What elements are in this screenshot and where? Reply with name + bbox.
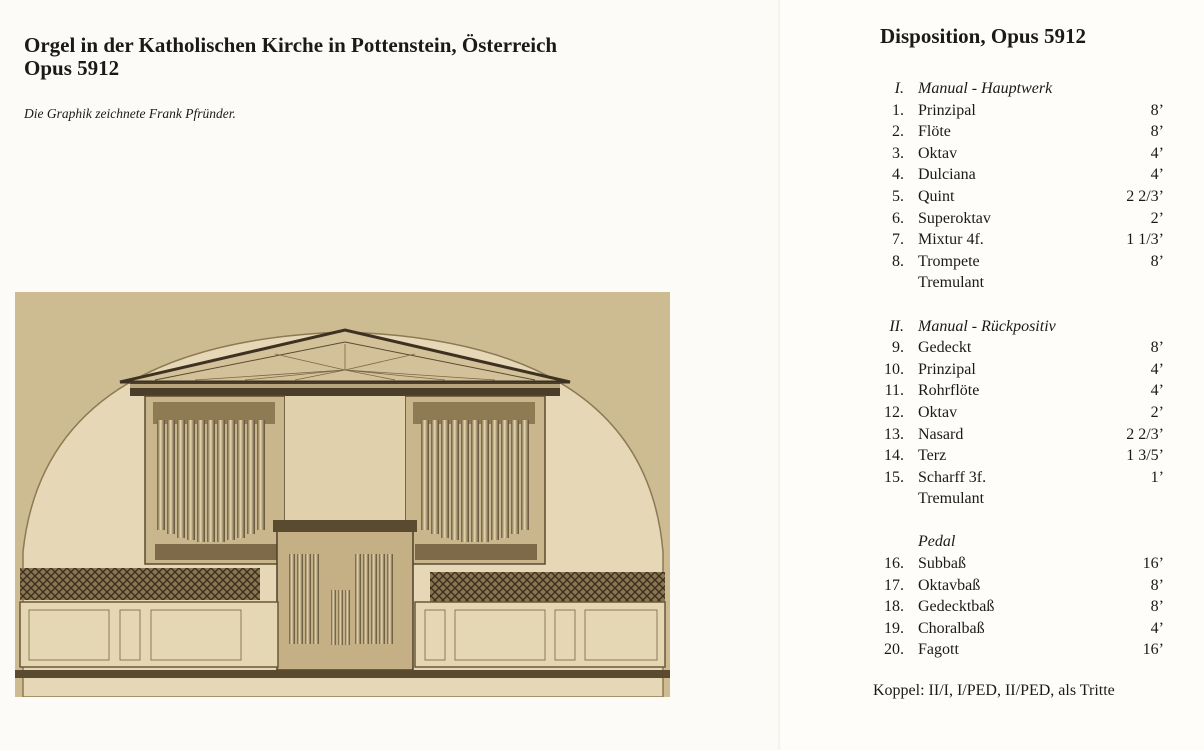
stop-row (872, 424, 1172, 446)
stop-size: 1 1/3’ (1126, 231, 1164, 249)
stop-name: Mixtur 4f. (918, 231, 984, 249)
stop-num: 13. (884, 425, 904, 443)
manual-2-stops (872, 337, 1172, 488)
stop-size: 8’ (1150, 252, 1164, 270)
stop-name: Oktav (918, 403, 958, 421)
manual-1-tremulant-row (872, 272, 1172, 294)
stop-row (872, 467, 1172, 489)
stop-size: 4’ (1150, 166, 1164, 184)
stop-size: 1’ (1150, 468, 1164, 486)
stop-num: 14. (884, 447, 904, 465)
stop-name: Terz (918, 447, 947, 465)
left-pipes (157, 420, 265, 542)
illustration-credit: Die Graphik zeichnete Frank Pfründer. (24, 106, 236, 121)
stop-name: Gedecktbaß (918, 598, 995, 616)
manual-2-tremulant: Tremulant (918, 490, 985, 508)
stop-num: 3. (892, 144, 904, 162)
stop-name: Choralbaß (918, 619, 985, 637)
organ-illustration (15, 292, 670, 697)
manual-2-heading (872, 316, 1172, 338)
stop-num: 4. (892, 166, 904, 184)
stop-row (872, 337, 1172, 359)
stop-num: 15. (884, 468, 904, 486)
stop-num: 18. (884, 598, 904, 616)
stop-row (872, 596, 1172, 618)
gallery-base (15, 670, 670, 678)
manual-1-tremulant: Tremulant (918, 274, 985, 292)
stop-name: Nasard (918, 425, 964, 443)
stop-name: Gedeckt (918, 339, 972, 357)
stop-row (872, 251, 1172, 273)
manual-2-label: Manual - Rückpositiv (918, 317, 1056, 335)
stop-row (872, 143, 1172, 165)
stop-size: 4’ (1150, 382, 1164, 400)
page-fold (778, 0, 781, 750)
stop-row (872, 575, 1172, 597)
title-line-1: Orgel in der Katholischen Kirche in Pottenstein, Österreich (24, 33, 558, 57)
stop-size: 4’ (1150, 619, 1164, 637)
stop-num: 9. (892, 339, 904, 357)
stop-size: 8’ (1150, 576, 1164, 594)
stop-row (872, 445, 1172, 467)
stop-num: 7. (892, 231, 904, 249)
stop-name: Trompete (918, 252, 980, 270)
manual-1-numeral: I. (894, 80, 904, 97)
stop-row (872, 618, 1172, 640)
stop-name: Quint (918, 187, 955, 205)
right-pipes (421, 420, 529, 542)
pedal-label: Pedal (918, 533, 956, 551)
stop-size: 2 2/3’ (1126, 187, 1164, 205)
stop-name: Oktav (918, 144, 958, 162)
gallery-right (415, 602, 665, 667)
stop-row (872, 553, 1172, 575)
stop-row (872, 402, 1172, 424)
stop-size: 4’ (1150, 144, 1164, 162)
stop-row (872, 639, 1172, 661)
stop-name: Rohrflöte (918, 382, 980, 400)
stop-size: 2 2/3’ (1126, 425, 1164, 443)
manual-2-tremulant-row (872, 488, 1172, 510)
disposition-title: Disposition, Opus 5912 (880, 24, 1086, 48)
manual-2-numeral: II. (889, 317, 904, 335)
stop-name: Flöte (918, 123, 951, 141)
stop-size: 2’ (1150, 403, 1164, 421)
stop-size: 8’ (1150, 598, 1164, 616)
stop-num: 1. (892, 101, 904, 119)
stop-row (872, 121, 1172, 143)
stop-num: 19. (884, 619, 904, 637)
stop-size: 2’ (1150, 209, 1164, 227)
stop-name: Scharff 3f. (918, 468, 987, 486)
stop-num: 6. (892, 209, 904, 227)
stop-row (872, 186, 1172, 208)
stop-num: 17. (884, 576, 904, 594)
stop-num: 11. (884, 382, 904, 400)
stop-num: 5. (892, 187, 904, 205)
stop-num: 20. (884, 641, 904, 659)
stop-size: 8’ (1150, 101, 1164, 119)
stop-num: 2. (892, 123, 904, 141)
pedal-heading (872, 531, 1172, 553)
right-lattice (430, 572, 665, 602)
page-title (24, 34, 557, 80)
manual-1-label: Manual - Hauptwerk (918, 80, 1053, 97)
stop-size: 4’ (1150, 360, 1164, 378)
title-line-2: Opus 5912 (24, 56, 120, 80)
left-lattice (20, 568, 260, 600)
stop-size: 16’ (1142, 555, 1164, 573)
stop-name: Subbaß (918, 555, 966, 573)
stop-size: 1 3/5’ (1126, 447, 1164, 465)
manual-1-heading (872, 78, 1172, 100)
stop-list (872, 78, 1172, 661)
stop-size: 8’ (1150, 123, 1164, 141)
stop-num: 10. (884, 360, 904, 378)
stop-size: 16’ (1142, 641, 1164, 659)
stop-name: Fagott (918, 641, 959, 659)
gallery-left (20, 602, 278, 667)
stop-name: Superoktav (918, 209, 991, 227)
stop-num: 12. (884, 403, 904, 421)
stop-size: 8’ (1150, 339, 1164, 357)
center-panel (285, 396, 405, 521)
manual-1-stops (872, 100, 1172, 273)
stop-num: 8. (892, 252, 904, 270)
stop-name: Prinzipal (918, 101, 976, 119)
stop-num: 16. (884, 555, 904, 573)
stop-row (872, 229, 1172, 251)
pedal-stops (872, 553, 1172, 661)
stop-row (872, 164, 1172, 186)
stop-row (872, 208, 1172, 230)
coupler-text: Koppel: II/I, I/PED, II/PED, als Tritte (873, 682, 1115, 699)
stop-row (872, 359, 1172, 381)
stop-row (872, 380, 1172, 402)
stop-row (872, 100, 1172, 122)
stop-name: Oktavbaß (918, 576, 981, 594)
stop-name: Prinzipal (918, 360, 976, 378)
stop-name: Dulciana (918, 166, 976, 184)
